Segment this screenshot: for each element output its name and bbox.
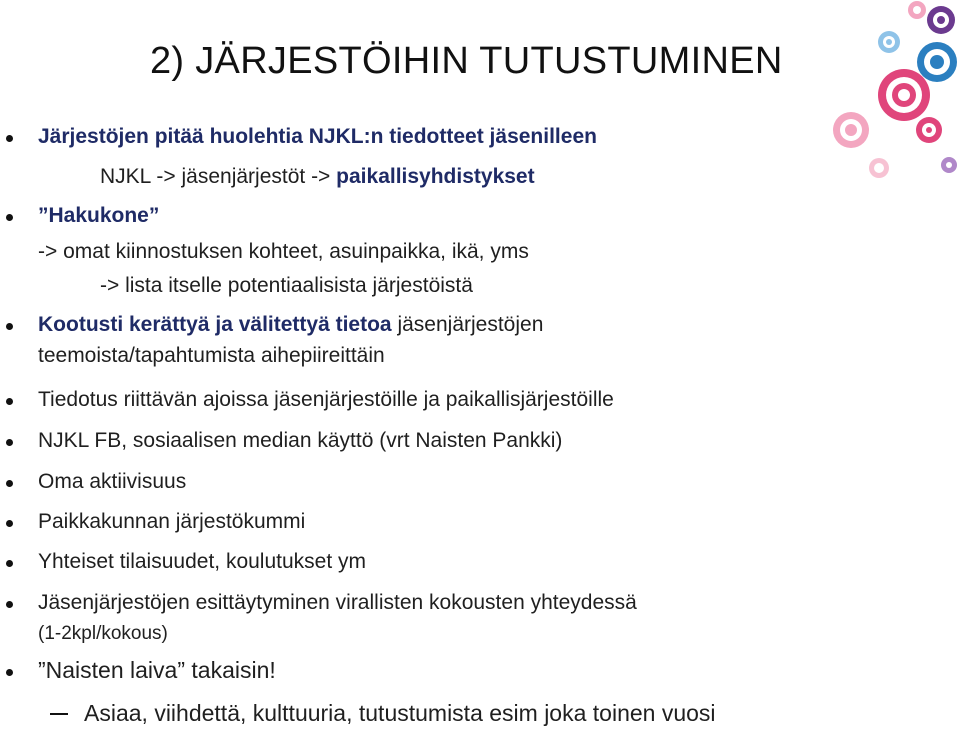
dash-icon xyxy=(50,713,68,715)
bullet-icon xyxy=(6,135,13,142)
slide-title: 2) JÄRJESTÖIHIN TUTUSTUMINEN xyxy=(150,40,783,82)
flower-decoration-icon xyxy=(829,0,959,200)
bullet-text-9-cont: (1-2kpl/kokous) xyxy=(38,623,168,644)
bullet-text-1: Järjestöjen pitää huolehtia NJKL:n tiedotteet jäsenilleen xyxy=(38,125,597,148)
bullet-icon xyxy=(6,560,13,567)
bullet-text-10: ”Naisten laiva” takaisin! xyxy=(38,657,276,683)
bullet-text-4: Tiedotus riittävän ajoissa jäsenjärjestöille ja paikallisjärjestöille xyxy=(38,388,614,411)
sub-line-3: -> lista itselle potentiaalisista järjestöistä xyxy=(100,274,473,297)
bullet-icon xyxy=(6,669,13,676)
bullet-icon xyxy=(6,520,13,527)
bullet-text-7: Paikkakunnan järjestökummi xyxy=(38,510,306,533)
sub-line-1: NJKL -> jäsenjärjestöt -> paikallisyhdistykset xyxy=(100,165,535,188)
sub-line-dash: Asiaa, viihdettä, kulttuuria, tutustumista esim joka toinen vuosi xyxy=(84,700,716,726)
bullet-text-5: NJKL FB, sosiaalisen median käyttö (vrt Naisten Pankki) xyxy=(38,429,563,452)
bullet-icon xyxy=(6,214,13,221)
bullet-text-6: Oma aktiivisuus xyxy=(38,470,187,493)
bullet-text-3: Kootusti kerättyä ja välitettyä tietoa jäsenjärjestöjen xyxy=(38,313,544,336)
bullet-text-3-cont: teemoista/tapahtumista aihepiireittäin xyxy=(38,344,385,367)
bullet-icon xyxy=(6,601,13,608)
bullet-text-2: ”Hakukone” xyxy=(38,204,160,227)
bullet-icon xyxy=(6,439,13,446)
bullet-icon xyxy=(6,398,13,405)
bullet-icon xyxy=(6,480,13,487)
bullet-text-9: Jäsenjärjestöjen esittäytyminen virallisten kokousten yhteydessä xyxy=(38,591,637,614)
bullet-icon xyxy=(6,323,13,330)
sub-line-2: -> omat kiinnostuksen kohteet, asuinpaikka, ikä, yms xyxy=(38,240,529,263)
bullet-text-8: Yhteiset tilaisuudet, koulutukset ym xyxy=(38,550,367,573)
